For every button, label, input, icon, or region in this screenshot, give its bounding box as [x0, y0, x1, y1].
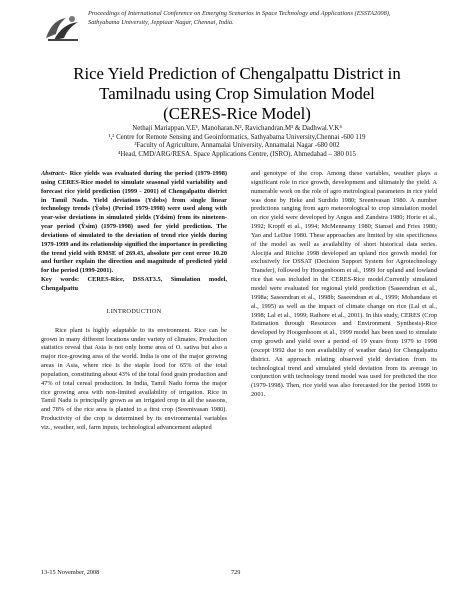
title-line-2: Tamilnadu using Crop Simulation Model — [99, 84, 375, 103]
right-column — [251, 170, 437, 400]
keywords: Key words: CERES-Rice, DSSAT3.5, Simulation model, Chengalpattu — [41, 276, 227, 292]
abstract-label: Abstract:- — [41, 170, 68, 177]
intro-paragraph-2: and genotype of the crop. Among these variables, weather plays a significant role in rice growth, development and ultimately the yield. A numerable work on the role of agro metrological parameters in rice yield was done by Heke and Surdido 1980; Sreenivasan 1980. A number predictions ranging from agro meteorological to crop simulation model on rice yield were developed by Angus and Zandstra 1980; Horie et al., 1992; Kropff et al., 1994; McMennamy 1980; Stansel and Fries 1980; Yao and LeDue 1980. These approaches are limited by site specificness of the model as well as availability of short historical data series. Alocijia and Ritchie 1998 developed an upland rice growth model for exclusively for DSSAT (Decision Support System for Agrotechnology Transfer), followed by Hoogenboom et al., 1999 for upland and lowland rice that was included in the CERES-Rice model.Currently simulated model were evaluated for regional yield prediction (Saseendran et al., 1998a; Saseendran et al., 1998b; Saseendran et al., 1999; Mohandass et al., 1995) as well as the impact of climate change on rice (Lal et al., 1998; Lal et al., 1999; Rathore et al., 2001). In this study, CERES (Crop Estimation through Resources and Environment Synthesis)-Rice developed by Hoogenboom et al., 1999 model has been used to simulate crop growth and yield over a period of 19 years from 1979 to 1998 (except 1992 due to non availability of weather data) for Chengalpattu district. An approach relating observed yield deviation from its technological trend and simulated yield deviation from its average in conjunction with technology trend model was used for predicted the rice (1979-1998). Then, rice yield was also forecasted for the period 1999 to 2001. — [251, 170, 437, 399]
section-heading-introduction: I.INTRODUCTION — [106, 307, 162, 315]
proceedings-header — [88, 10, 438, 27]
author-names: Nethaji Mariappan.V.E¹, Manoharan.N², Ravichandran.M³ & Dadhwal.V.K⁴ — [132, 125, 342, 132]
affiliation-1: ¹,² Centre for Remote Sensing and Geoinformatics, Sathyabama University,Chennai -600 119 — [108, 133, 366, 141]
left-column — [41, 170, 227, 433]
footer-date: 13-15 November, 2008 — [41, 569, 100, 576]
page-number: 729 — [231, 569, 241, 576]
header-line-1: Proceedings of International Conference on Emerging Scenarios in Space Technology and Applications (ESSTA2008), — [88, 10, 391, 17]
author-block — [50, 125, 424, 160]
abstract-text: Rice yields was evaluated during the period (1979-1998) using CERES-Rice model to simulate seasonal yield variability and forecast rice yield prediction (1999 - 2001) of Chengalpattu district in Tamil Nadu. Yield deviations (Ydobs) from single linear technology trends (Ŷobs) (Period 1979-1998) were used along with year-wise deviations in simulated yields (Ydsim) from its nineteen-year period (Ŷsim) (1979-1998) used for yield prediction. The deviations of simulated to the deviation of trend rice yields during 1979-1999 and its relationship signified the importance in predicting the trend yield with RMSE of 269.43, absolute per cent error 10.20 and further explain the direction and magnitude of predicted yield for the period (1999-2001). — [41, 170, 227, 275]
header-line-2: Sathyabama University, Jeppiaar Nagar, Chennai, India. — [88, 18, 234, 26]
abstract — [41, 170, 227, 276]
affiliation-3: ⁴Head, CMD/ARG/RESA. Space Applications Centre, (ISRO), Ahmedabad – 380 015 — [118, 151, 356, 159]
intro-paragraph-1: Rice plant is highly adaptable to its environment. Rice can be grown in many different locations under variety of climates. Production statistics reveal that Asia is not only home area of O. sativa but also a major rice-growing area of the world. India is one of the major growing areas in Asia, where rice is the staple food for 65% of the total population, constituting about 43% of the total food grain production and 47% of total cereal production. In India, Tamil Nadu forms the major rice growing area with non-limited availability of irrigation. Rice in Tamil Nadu is principally grown as an irrigated crop in all the seasons, and 78% of the rice area is planted to a first crop (Sreenivasan 1980). Productivity of the crop is determined by its environmental variables viz., weather, soil, farm inputs, technological advancement adapted — [41, 326, 227, 431]
title-line-3: (CERES-Rice Model) — [163, 104, 311, 123]
conference-logo — [44, 10, 82, 44]
title-line-1: Rice Yield Prediction of Chengalpattu District in — [73, 64, 401, 83]
affiliation-2: ³Faculty of Agriculture, Annamalai University, Annamalai Nagar -680 002 — [134, 142, 340, 150]
paper-title — [30, 64, 444, 124]
